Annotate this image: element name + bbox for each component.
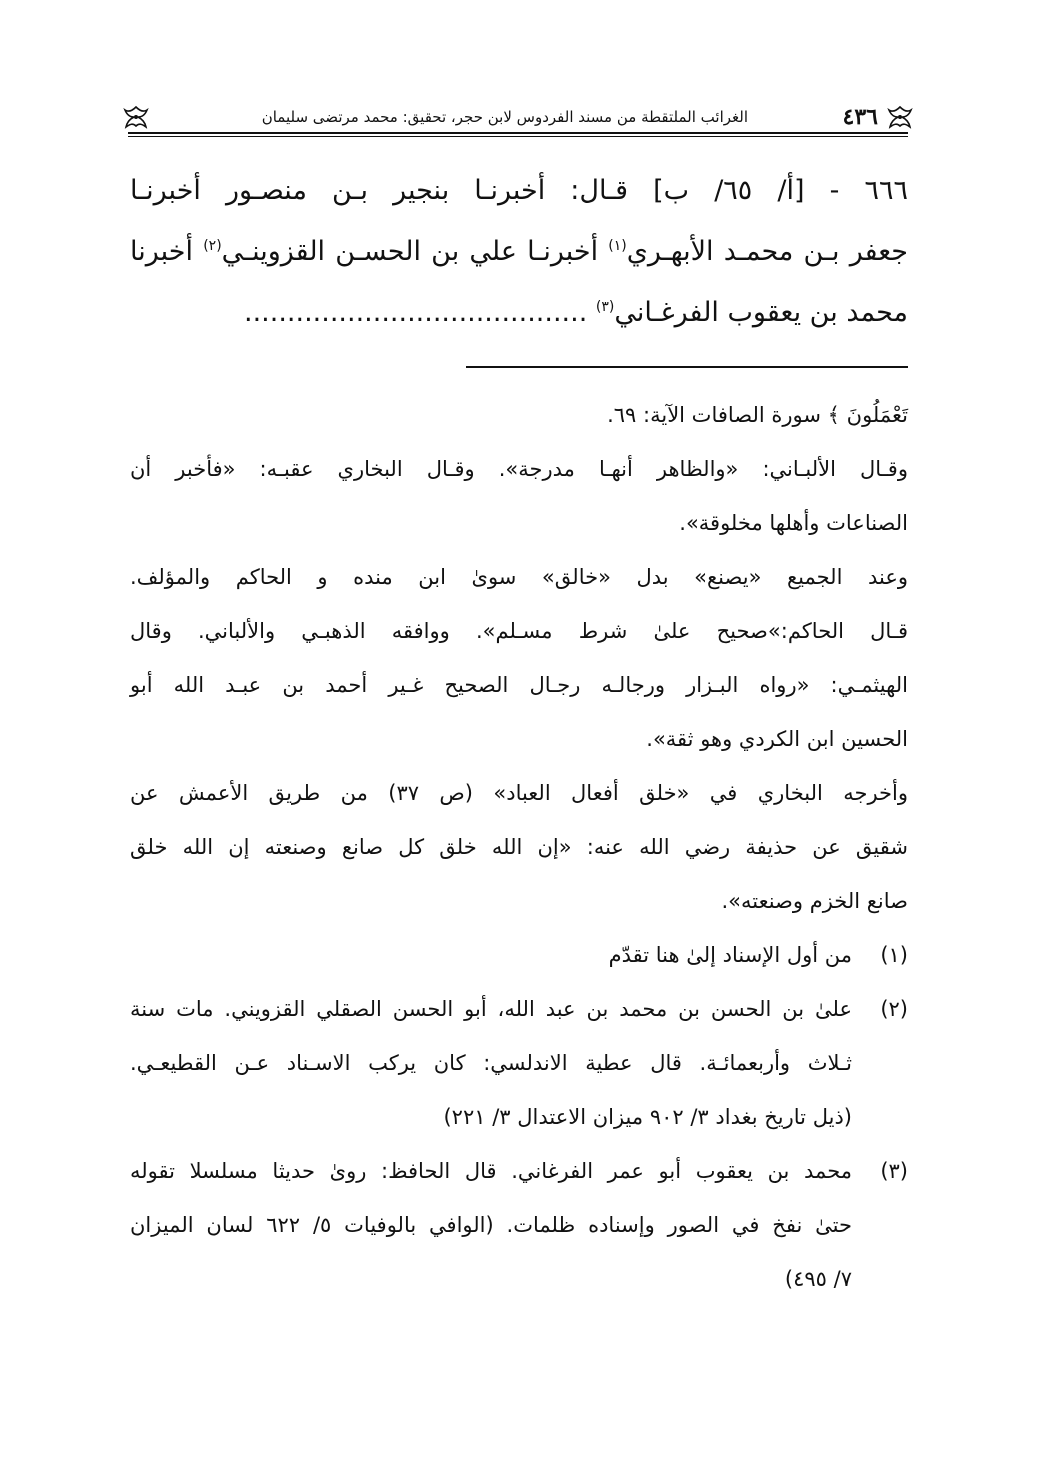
note-line: تَعْمَلُونَ ﴾ سورة الصافات الآية: ٦٩. <box>607 403 908 427</box>
note-line: صانع الخزم وصنعته». <box>721 889 908 913</box>
footnote-ref: (٢) <box>203 238 222 254</box>
footnote-ref: (١) <box>608 238 627 254</box>
note-line: وقـال الألبـاني: «والظاهر أنهـا مدرجة». وقـال البخاري عقبـه: «فأخبر أن <box>130 457 908 481</box>
header-rule-thin <box>128 136 908 137</box>
note-line: وأخرجه البخاري في «خلق أفعال العباد» (ص ٣٧) من طريق الأعمش عن <box>130 781 909 805</box>
main-line: ٦٦٦ - [أ/ ٦٥/ ب] قـال: أخبرنـا بنجير بـن منصـور أخبرنـا <box>130 175 908 206</box>
note-line: وعند الجميع «يصنع» بدل «خالق» سوىٰ ابن منده و الحاكم والمؤلف. <box>130 565 908 589</box>
footnotes-area <box>130 388 908 1306</box>
floral-ornament-icon <box>122 104 150 132</box>
footnote-2 <box>130 982 908 1144</box>
footnote-ref: (٣) <box>595 299 615 315</box>
ellipsis-dots: ........................................ <box>244 297 588 328</box>
footnote-line: ٧/ ٤٩٥) <box>784 1267 852 1291</box>
note-line: الصناعات وأهلها مخلوقة». <box>679 511 908 535</box>
page-number: ٤٣٦ <box>842 104 878 130</box>
main-segment: محمد بن يعقوب الفرغـاني <box>614 297 908 328</box>
main-hadith-text <box>130 160 908 343</box>
footnote-line: علىٰ بن الحسن بن محمد بن عبد الله، أبو الحسن الصقلي القزويني. مات سنة <box>130 997 852 1021</box>
main-line <box>130 282 908 343</box>
main-segment: أخبرنا <box>130 236 193 267</box>
main-segment: أخبرنـا علي بن الحسـن القزوينـي <box>221 236 599 267</box>
footnote-line: من أول الإسناد إلىٰ هنا تقدّم <box>608 943 852 967</box>
note-line: شقيق عن حذيفة رضي الله عنه: «إن الله خلق كل صانع وصنعته إن الله خلق <box>130 835 908 859</box>
footnote-number: (٢) <box>880 997 908 1021</box>
footnote-line: (ذيل تاريخ بغداد ٣/ ٩٠٢ ميزان الاعتدال ٣/ ٢٢١) <box>443 1105 852 1129</box>
note-line: الحسين ابن الكردي وهو ثقة». <box>646 727 908 751</box>
note-line: الهيثمـي: «رواه البـزار ورجالـه رجـال الصحيح غـير أحمد بن عبـد الله أبو <box>130 673 908 697</box>
footnote-line: حتىٰ نفخ في الصور وإسناده ظلمات. (الوافي بالوفيات ٥/ ٦٢٢ لسان الميزان <box>130 1213 852 1237</box>
running-header <box>128 102 908 138</box>
footnote-line: ثـلاث وأربعمائـة. قال عطية الاندلسي: كان يركب الاسـناد عـن القطيعـي. <box>130 1051 852 1075</box>
footnote-separator <box>466 366 908 368</box>
main-line <box>130 221 908 282</box>
footnote-number: (١) <box>880 943 908 967</box>
running-title: الغرائب الملتقطة من مسند الفردوس لابن حجر، تحقيق: محمد مرتضى سليمان <box>261 108 748 126</box>
floral-ornament-icon <box>886 104 914 132</box>
header-rule <box>128 132 908 134</box>
note-line: قـال الحاكم:»صحيح علىٰ شرط مسـلم». ووافقه الذهبـي والألباني. وقال <box>130 619 908 643</box>
footnote-number: (٣) <box>880 1159 908 1183</box>
main-segment: جعفر بـن محمـد الأبهـري <box>626 236 908 267</box>
footnote-1 <box>130 928 908 982</box>
footnote-line: محمد بن يعقوب أبو عمر الفرغاني. قال الحافظ: روىٰ حديثا مسلسلا تقوله <box>130 1159 852 1183</box>
footnote-3 <box>130 1144 908 1306</box>
